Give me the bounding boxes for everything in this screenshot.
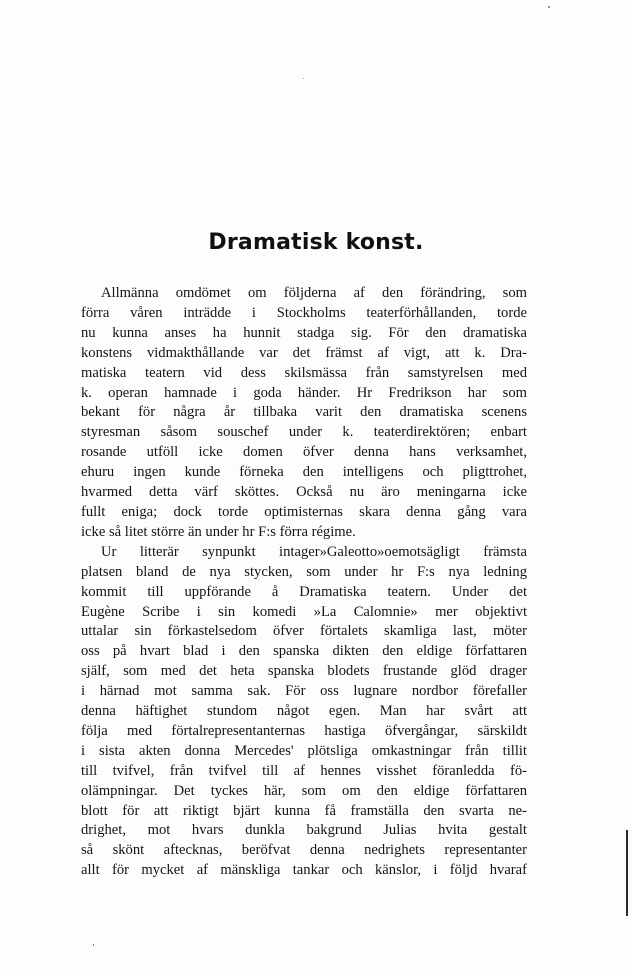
text-line: själf, som med det heta spanska blodets frustande glöd drager [81, 663, 527, 680]
text-line: platsen bland de nya stycken, som under hr F:s nya ledning [81, 563, 527, 580]
text-line: förra våren inträdde i Stockholms teaterförhållanden, torde [81, 304, 527, 321]
article-body [81, 284, 527, 881]
text-line: k. operan hamnade i goda händer. Hr Fredrikson har som [81, 384, 527, 401]
text-line: Ur litterär synpunkt intager»Galeotto»oemotsägligt främsta [101, 543, 527, 560]
text-line: fullt eniga; dock torde optimisternas skara denna gång vara [81, 503, 527, 520]
text-line: matiska teatern vid dess skilsmässa från samstyrelsen med [81, 364, 527, 381]
text-line: oss på hvart blad i den spanska dikten den eldige författaren [81, 643, 527, 660]
text-line: icke så litet större än under hr F:s förra régime. [81, 523, 356, 540]
text-line: bekant för några år tillbaka varit den dramatiska scenens [81, 404, 527, 421]
text-line: konstens vidmakthållande var det främst af vigt, att k. Dra- [81, 344, 527, 361]
text-line: i härnad mot samma sak. För oss lugnare nordbor förefaller [81, 683, 527, 700]
scan-speck [93, 944, 94, 946]
text-line: rosande utföll icke domen öfver denna hans verksamhet, [81, 444, 527, 461]
text-line: nu kunna anses ha hunnit stadga sig. För den dramatiska [81, 324, 527, 341]
text-line: styresman såsom souschef under k. teaterdirektören; enbart [81, 424, 527, 441]
text-line: så skönt aftecknas, beröfvat denna nedrighets representanter [81, 842, 527, 859]
text-line: Allmänna omdömet om följderna af den förändring, som [101, 285, 527, 301]
text-line: ehuru ingen kunde förneka den intelligens och pligttrohet, [81, 464, 527, 481]
text-line: hvarmed detta värf sköttes. Också nu äro meningarna icke [81, 484, 527, 501]
text-line: blott för att riktigt bjärt kunna få framställa den svarta ne- [81, 802, 527, 819]
text-line: denna häftighet stundom något egen. Man har svårt att [81, 703, 527, 720]
text-line: i sista akten donna Mercedes' plötsliga omkastningar från tillit [81, 742, 527, 759]
text-line: drighet, mot hvars dunkla bakgrund Julias hvita gestalt [81, 822, 527, 839]
text-line: Eugène Scribe i sin komedi »La Calomnie» mer objektivt [81, 603, 527, 620]
text-line: uttalar sin förkastelsedom öfver förtalets skamliga last, möter [81, 623, 527, 640]
scan-speck [303, 78, 304, 79]
text-line: olämpningar. Det tyckes här, som om den eldige författaren [81, 782, 527, 799]
text-line: allt för mycket af mänskliga tankar och känslor, i följd hvaraf [81, 862, 527, 879]
text-line: kommit till uppförande å Dramatiska teatern. Under det [81, 583, 527, 600]
article-title: Dramatisk konst. [208, 230, 424, 255]
page-edge-mark [626, 830, 628, 916]
text-line: till tvifvel, från tvifvel till af hennes visshet föranledda fö- [81, 762, 527, 779]
text-line: följa med förtalrepresentanternas hastiga öfvergångar, särskildt [81, 722, 527, 739]
scan-speck [548, 6, 550, 8]
